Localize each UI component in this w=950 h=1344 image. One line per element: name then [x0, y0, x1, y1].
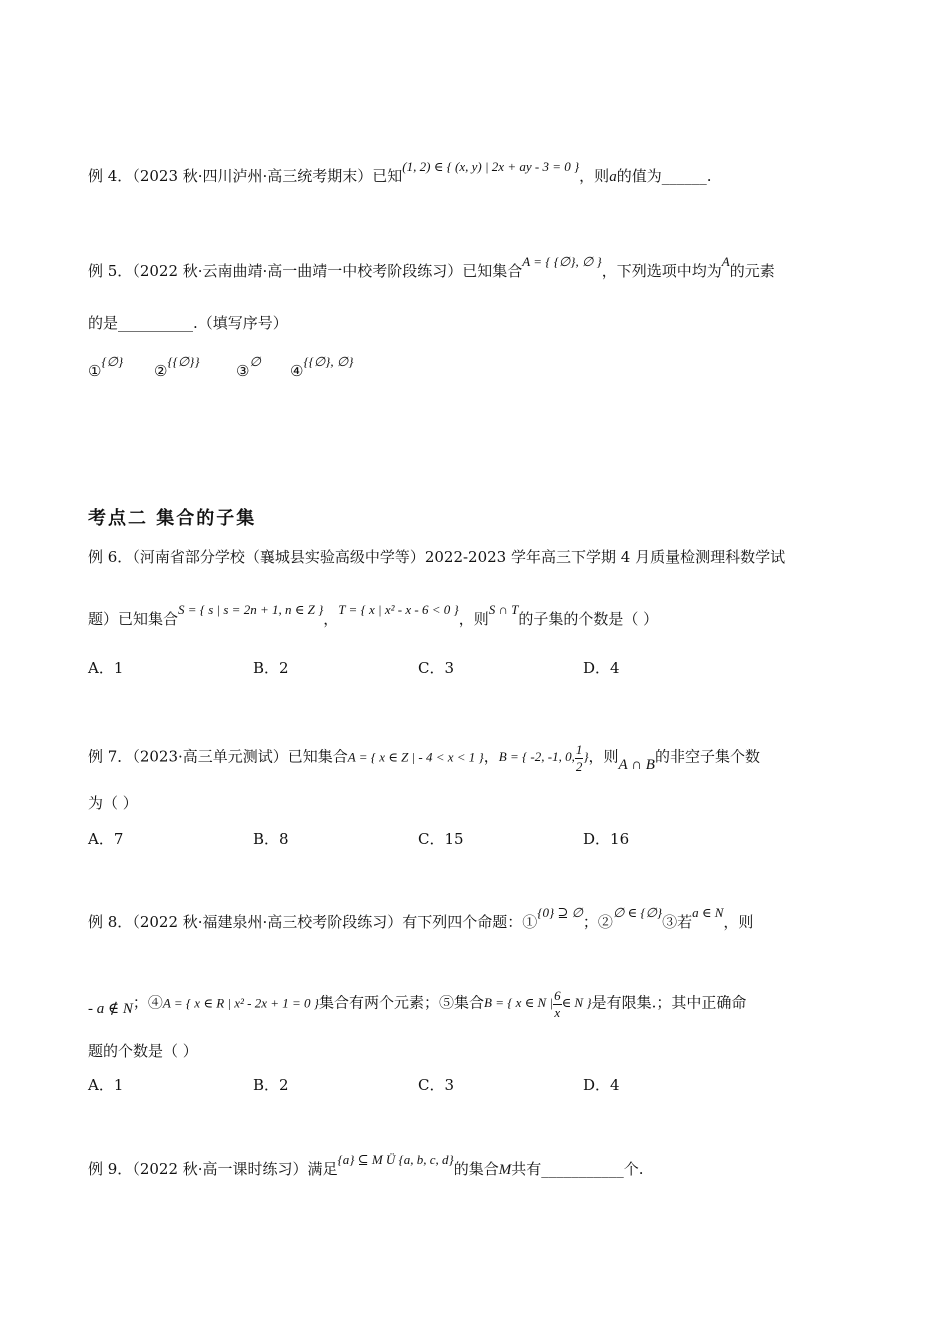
set-b-formula: B = { -2, -1, 0, $\frac{1}{2}$ } — [498, 742, 589, 774]
example-5-label: 例 5． — [88, 262, 133, 280]
set-s-formula: S = { s | s = 2n + 1, n ∈ Z } — [178, 602, 324, 617]
example-8-choice-b: B．2 — [253, 1076, 289, 1094]
example-8-choice-c: C．3 — [418, 1076, 455, 1094]
proposition-5: B = { x ∈ N | $\frac{6}{x}$ ∈ N } — [484, 988, 592, 1020]
proposition-3: a ∈ N — [692, 905, 724, 920]
proposition-4: A = { x ∈ R | x² - 2x + 1 = 0 } — [162, 995, 319, 1011]
example-9-label: 例 9． — [88, 1160, 133, 1178]
intersection-formula: S ∩ T — [488, 602, 519, 617]
set-t-formula: T = { x | x² - x - 6 < 0 } — [338, 602, 459, 617]
example-5-option-3: ③∅ — [236, 354, 261, 380]
example-5-option-1: ①{∅} — [88, 354, 124, 380]
proposition-2: ∅ ∈ {∅} — [612, 905, 663, 920]
example-8-choice-a: A．1 — [88, 1076, 124, 1094]
example-7-choice-d: D．16 — [583, 830, 630, 848]
example-5-option-4: ④{{∅}, ∅} — [290, 354, 354, 380]
example-6-choice-b: B．2 — [253, 659, 289, 677]
example-8-line-2: - a ∉ N；④A = { x ∈ R | x² - 2x + 1 = 0 }集合有两个元素；⑤集合B = { x ∈ N | $\frac{6}{x}$ ∈ N }是有限集.；其中正确命 — [88, 988, 747, 1020]
example-7-line-2: 为（ ） — [88, 794, 138, 812]
example-5-line-2: 的是__________.（填写序号） — [88, 314, 288, 332]
example-4-label: 例 4． — [88, 167, 133, 185]
example-8-label: 例 8． — [88, 913, 133, 931]
example-4: 例 4．（2023 秋·四川泸州·高三统考期末）已知(1, 2) ∈ { (x, y) | 2x + ay - 3 = 0 }，则a的值为______. — [88, 159, 712, 185]
example-7-choice-b: B．8 — [253, 830, 289, 848]
example-7: 例 7．（2023·高三单元测试）已知集合A = { x ∈ Z | - 4 < x < 1 }，B = { -2, -1, 0, $\frac{1}{2}$ }，则A ∩ B的非空子集个数 — [88, 742, 760, 774]
section-heading: 考点二 集合的子集 — [88, 508, 257, 529]
example-5-formula: A = { {∅}, ∅ } — [522, 254, 602, 269]
example-8-source: （2022 秋·福建泉州·高三校考阶段练习）有下列四个命题：① — [132, 913, 538, 931]
example-6-label: 例 6． — [88, 548, 133, 566]
example-7-source: （2023·高三单元测试）已知集合 — [132, 747, 348, 766]
example-7-choice-a: A．7 — [88, 830, 124, 848]
example-8-choice-d: D．4 — [583, 1076, 620, 1094]
example-6-choice-c: C．3 — [418, 659, 455, 677]
example-5-source: （2022 秋·云南曲靖·高一曲靖一中校考阶段练习）已知集合 — [132, 262, 523, 280]
example-8-line-3: 题的个数是（ ） — [88, 1042, 198, 1060]
example-7-label: 例 7． — [88, 747, 133, 766]
example-4-source: （2023 秋·四川泸州·高三统考期末）已知 — [132, 167, 403, 185]
example-9-source: （2022 秋·高一课时练习）满足 — [132, 1160, 338, 1178]
example-6-source: （河南省部分学校（襄城县实验高级中学等）2022-2023 学年高三下学期 4 月质量检测理科数学试 — [132, 548, 786, 566]
example-8: 例 8．（2022 秋·福建泉州·高三校考阶段练习）有下列四个命题：①{0} ⊇ ∅；②∅ ∈ {∅}③若a ∈ N，则 — [88, 905, 754, 931]
example-5: 例 5．（2022 秋·云南曲靖·高一曲靖一中校考阶段练习）已知集合A = { {∅}, ∅ }，下列选项中均为A的元素 — [88, 254, 775, 280]
example-6 — [88, 546, 785, 568]
example-6-choice-a: A．1 — [88, 659, 124, 677]
intersection-ab: A ∩ B — [618, 757, 655, 774]
example-9: 例 9．（2022 秋·高一课时练习）满足{a} ⊆ M Ü {a, b, c, d}的集合M共有___________个. — [88, 1152, 644, 1178]
example-4-formula: (1, 2) ∈ { (x, y) | 2x + ay - 3 = 0 } — [402, 159, 580, 174]
example-6-line-2: 题）已知集合S = { s | s = 2n + 1, n ∈ Z }，T = { x | x² - x - 6 < 0 }，则S ∩ T的子集的个数是（ ） — [88, 602, 659, 628]
proposition-1: {0} ⊇ ∅ — [537, 905, 583, 920]
example-5-option-2: ②{{∅}} — [154, 354, 200, 380]
set-a-formula: A = { x ∈ Z | - 4 < x < 1 } — [347, 749, 484, 765]
example-9-formula: {a} ⊆ M Ü {a, b, c, d} — [337, 1152, 454, 1167]
example-7-choice-c: C．15 — [418, 830, 464, 848]
example-6-choice-d: D．4 — [583, 659, 620, 677]
